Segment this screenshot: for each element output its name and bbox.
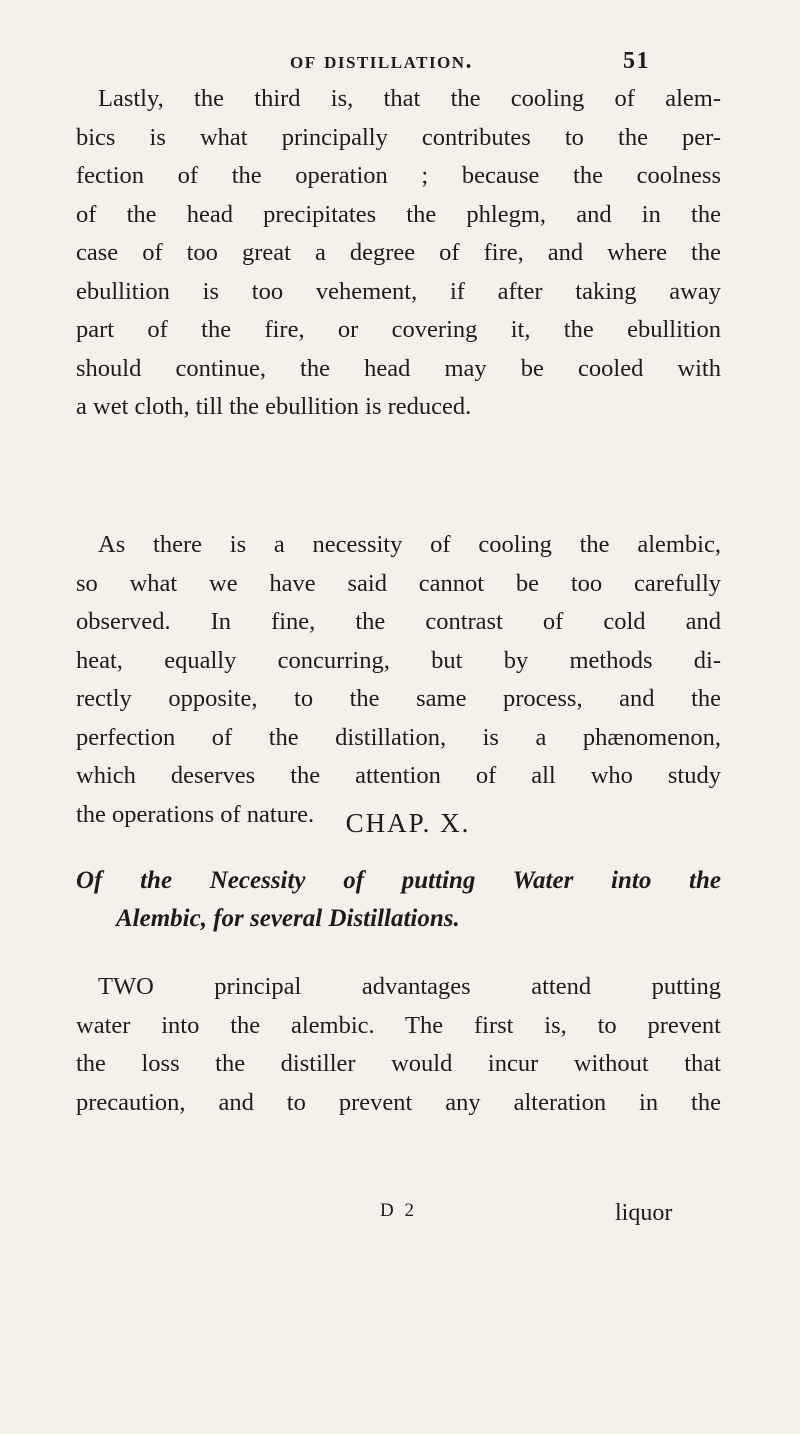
running-head bbox=[290, 48, 650, 78]
text-line: so what we have said cannot be too carefully bbox=[76, 569, 721, 597]
text-line: As there is a necessity of cooling the alembic, bbox=[98, 531, 721, 558]
chapter-title-line: Of the Necessity of putting Water into the bbox=[76, 867, 721, 894]
text-line: should continue, the head may be cooled with bbox=[76, 354, 721, 382]
text-line: fection of the operation ; because the coolness bbox=[76, 162, 721, 189]
text-line: a wet cloth, till the ebullition is reduced. bbox=[76, 393, 472, 420]
text-line: case of too great a degree of fire, and where the bbox=[76, 239, 721, 266]
paragraph-necessity-of-cooling bbox=[76, 526, 721, 834]
text-line: perfection of the distillation, is a phænomenon, bbox=[76, 723, 721, 751]
text-line: of the head precipitates the phlegm, and in the bbox=[76, 200, 721, 228]
signature-mark: D 2 bbox=[380, 1200, 417, 1221]
text-line: heat, equally concurring, but by methods di- bbox=[76, 646, 721, 674]
text-line: the loss the distiller would incur without that bbox=[76, 1050, 721, 1077]
page-footer bbox=[0, 1200, 800, 1234]
text-line: water into the alembic. The first is, to prevent bbox=[76, 1011, 721, 1039]
paragraph-two-advantages bbox=[76, 968, 721, 1122]
page-number: 51 bbox=[623, 48, 650, 74]
chapter-number: CHAP. X. bbox=[345, 808, 471, 838]
text-line: part of the fire, or covering it, the ebullition bbox=[76, 316, 721, 343]
chapter-title bbox=[76, 862, 721, 938]
text-line: Lastly, the third is, that the cooling of alem- bbox=[98, 85, 721, 112]
text-line: which deserves the attention of all who study bbox=[76, 762, 721, 789]
text-line: the operations of nature. bbox=[76, 800, 315, 828]
chapter-title-line: Alembic, for several Distillations. bbox=[116, 905, 460, 932]
running-head-title: of distillation. bbox=[290, 48, 474, 74]
text-line: ebullition is too vehement, if after taking away bbox=[76, 277, 721, 305]
paragraph-cooling-of-alembics bbox=[76, 80, 721, 427]
catchword: liquor bbox=[615, 1200, 673, 1226]
text-line: bics is what principally contributes to the per- bbox=[76, 123, 721, 151]
text-line: observed. In fine, the contrast of cold and bbox=[76, 608, 721, 635]
text-line: precaution, and to prevent any alteration in the bbox=[76, 1088, 721, 1116]
text-line: rectly opposite, to the same process, and the bbox=[76, 685, 721, 712]
text-line: TWO principal advantages attend putting bbox=[98, 973, 721, 1000]
